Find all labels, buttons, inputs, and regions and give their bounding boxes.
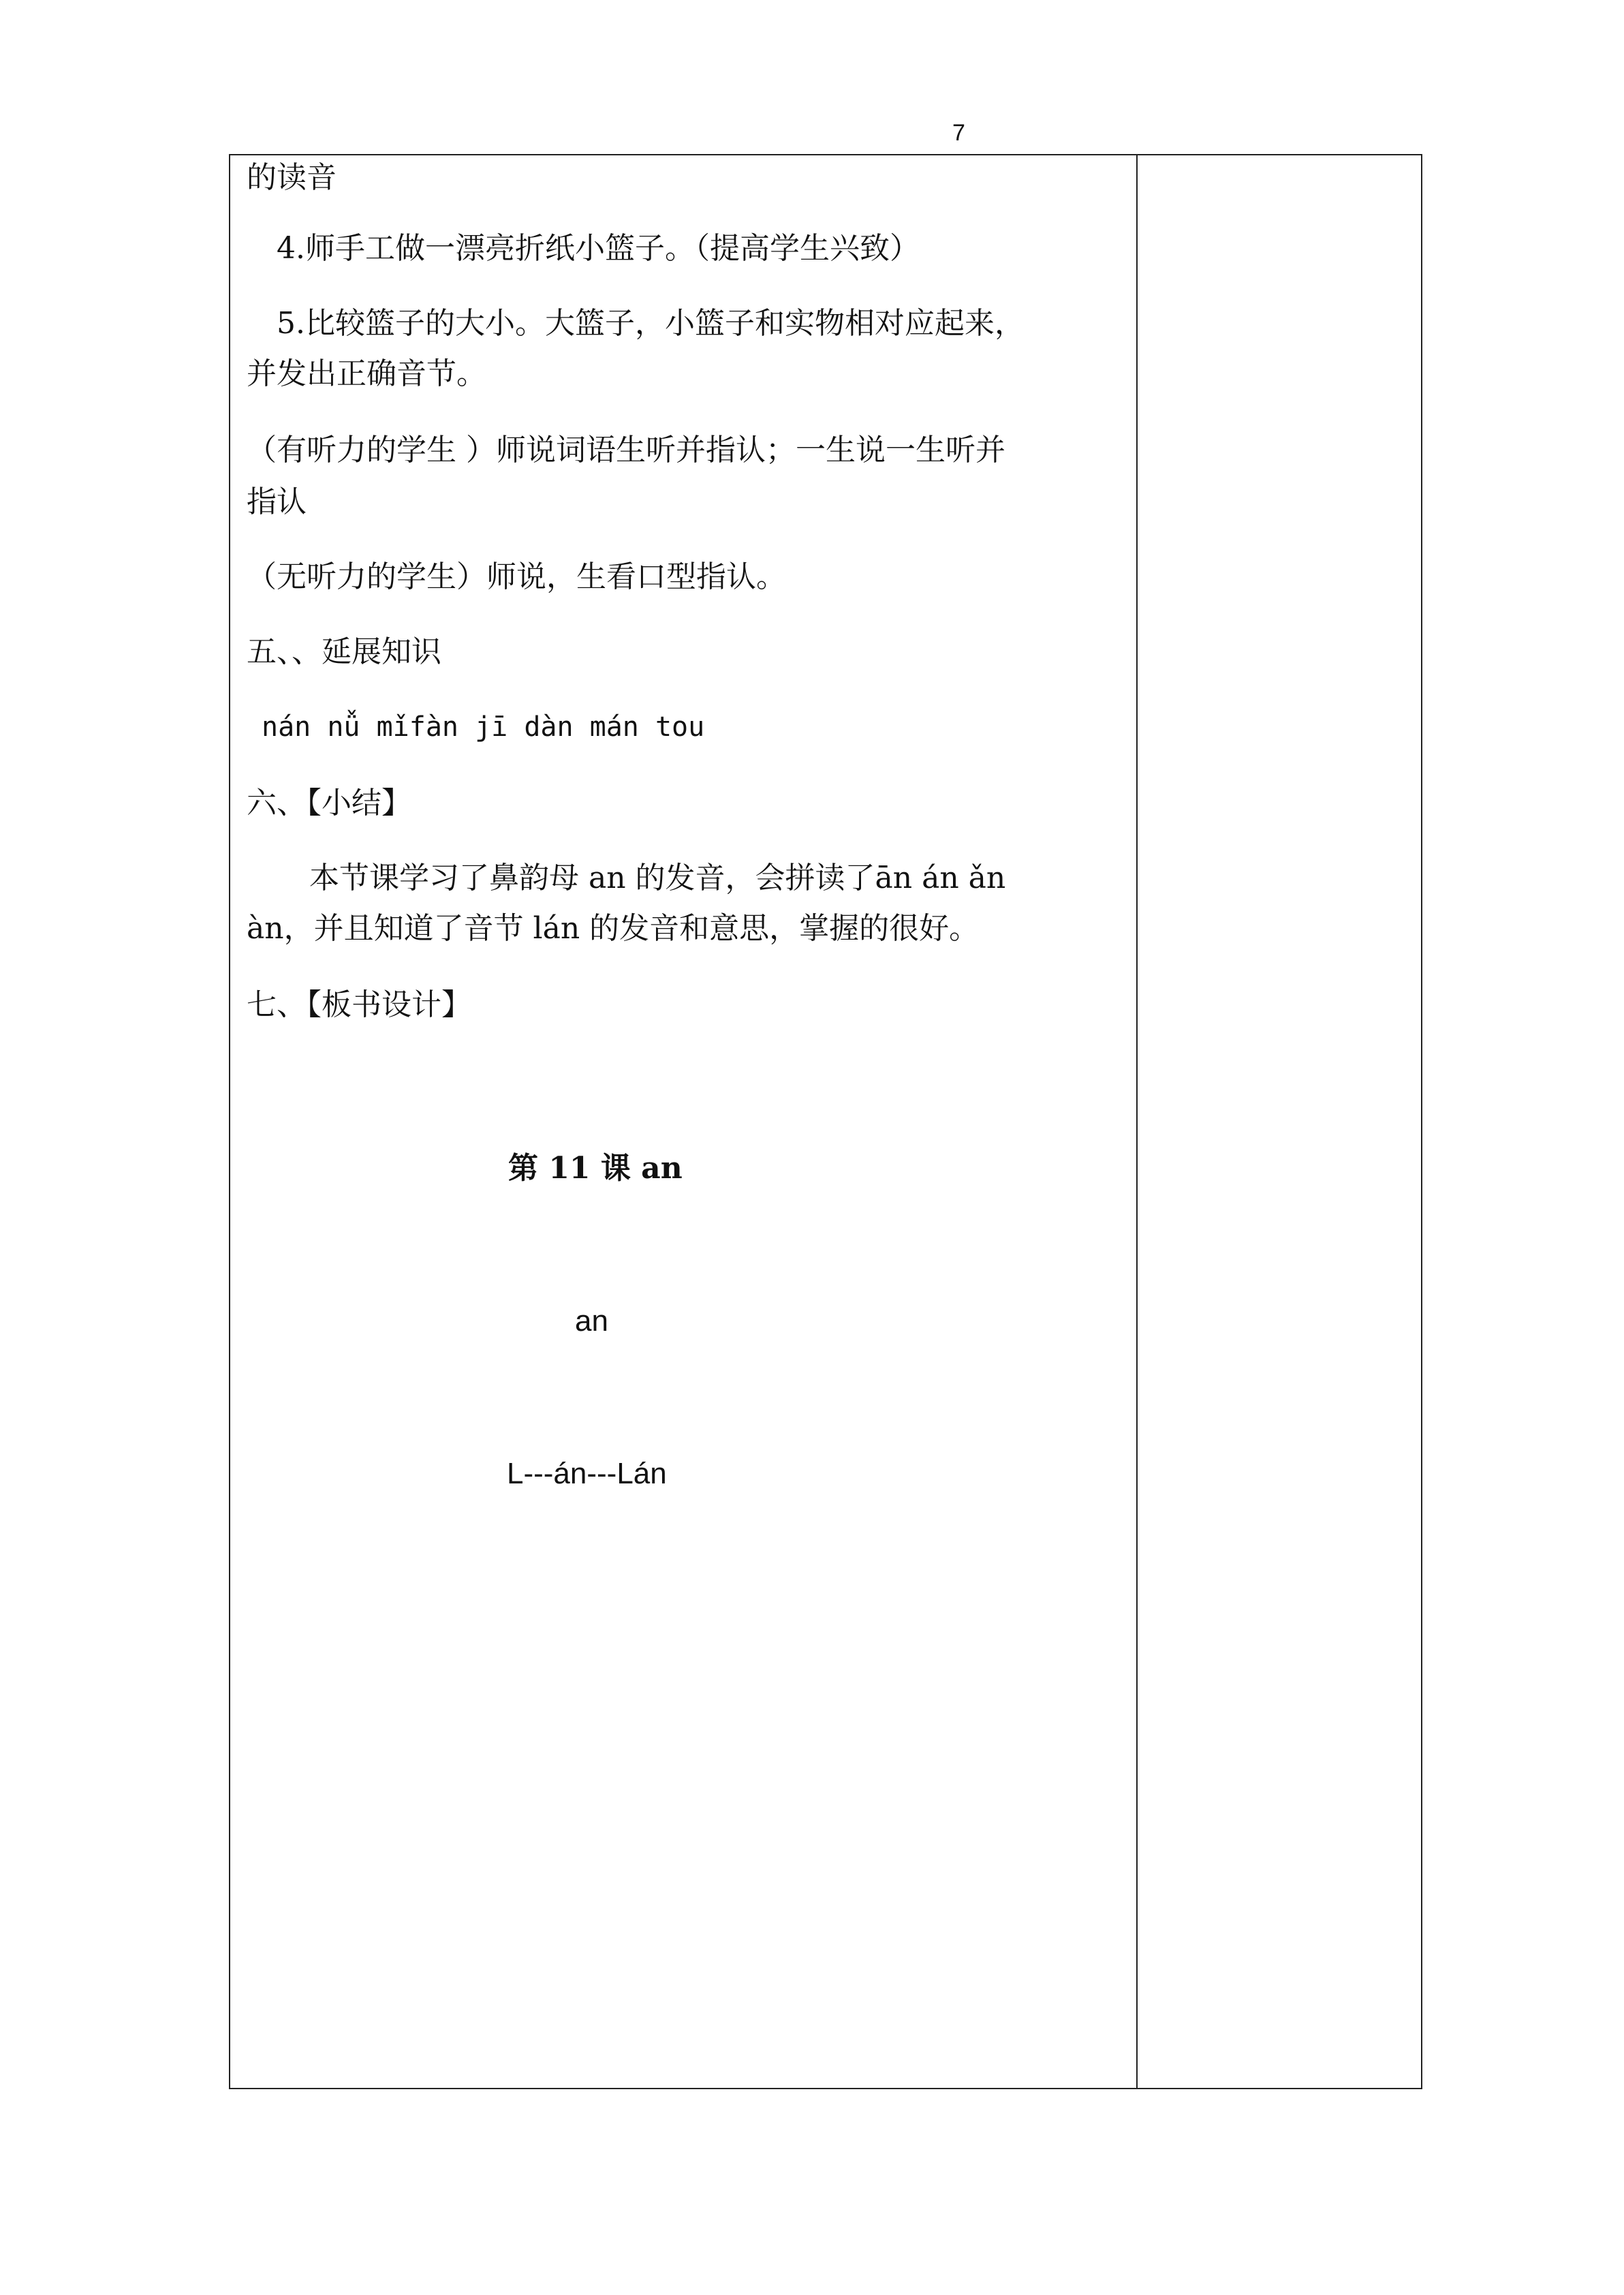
section-heading: 五、、延展知识 [247,634,441,669]
text-line: 的读音 [247,160,337,195]
summary-line: 本节课学习了鼻韵母 an 的发音，会拼读了ān án ǎn [309,861,1006,895]
page-number: 7 [952,120,965,146]
notes-cell [1138,155,1421,2088]
board-an: an [575,1304,608,1338]
text-line: 5.比较篮子的大小。大篮子，小篮子和实物相对应起来， [277,306,1025,341]
summary-line: àn，并且知道了音节 lán 的发音和意思，掌握的很好。 [247,911,980,946]
text-line: 并发出正确音节。 [247,356,486,391]
section-heading: 七、【板书设计】 [247,987,471,1022]
board-spelling: L---án---Lán [507,1457,667,1490]
section-heading: 六、【小结】 [247,786,411,820]
board-title: 第 11 课 an [508,1151,683,1186]
pinyin-words: nán nǚ mǐfàn jī dàn mán tou [262,711,705,743]
lesson-table [229,154,1422,2089]
text-line: 指认 [247,484,307,519]
text-line: 4.师手工做一漂亮折纸小篮子。（提高学生兴致） [277,231,920,266]
text-line: （有听力的学生 ）师说词语生听并指认；一生说一生听并 [247,433,1005,467]
text-line: （无听力的学生）师说，生看口型指认。 [247,559,786,594]
